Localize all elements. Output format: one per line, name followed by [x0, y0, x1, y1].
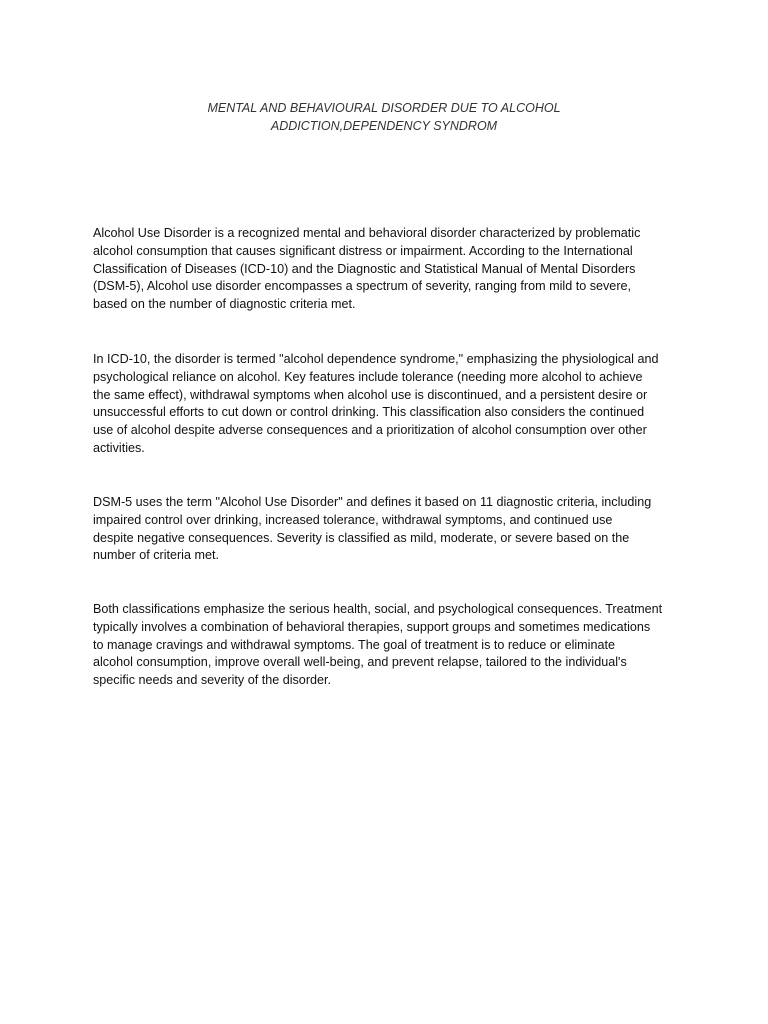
paragraph-treatment: Both classifications emphasize the serious health, social, and psychological consequences. Treatment typically involves a combination of behavioral therapies, support groups and sometimes medications to manage cravings and withdrawal symptoms. The goal of treatment is to reduce or eliminate alcohol consumption, improve overall well-being, and prevent relapse, tailored to the individual's specific needs and severity of the disorder. — [93, 602, 663, 688]
title-line-2: ADDICTION,DEPENDENCY SYNDROM — [270, 119, 498, 133]
paragraph-icd10: In ICD-10, the disorder is termed "alcohol dependence syndrome," emphasizing the physiological and psychological reliance on alcohol. Key features include tolerance (needing more alcohol to achieve the same effect), withdrawal symptoms when alcohol use is discontinued, and a persistent desire or unsuccessful efforts to cut down or control drinking. This classification also considers the continued use of alcohol despite adverse consequences and a prioritization of alcohol consumption over other activities. — [93, 352, 659, 455]
document-title — [0, 99, 768, 135]
title-line-1: MENTAL AND BEHAVIOURAL DISORDER DUE TO ALCOHOL — [207, 101, 561, 115]
paragraph-intro: Alcohol Use Disorder is a recognized mental and behavioral disorder characterized by problematic alcohol consumption that causes significant distress or impairment. According to the International Classification of Diseases (ICD-10) and the Diagnostic and Statistical Manual of Mental Disorders (DSM-5), Alcohol use disorder encompasses a spectrum of severity, ranging from mild to severe, based on the number of diagnostic criteria met. — [93, 226, 641, 312]
paragraph-dsm5: DSM-5 uses the term "Alcohol Use Disorder" and defines it based on 11 diagnostic criteria, including impaired control over drinking, increased tolerance, withdrawal symptoms, and continued use despite negative consequences. Severity is classified as mild, moderate, or severe based on the number of criteria met. — [93, 495, 652, 563]
